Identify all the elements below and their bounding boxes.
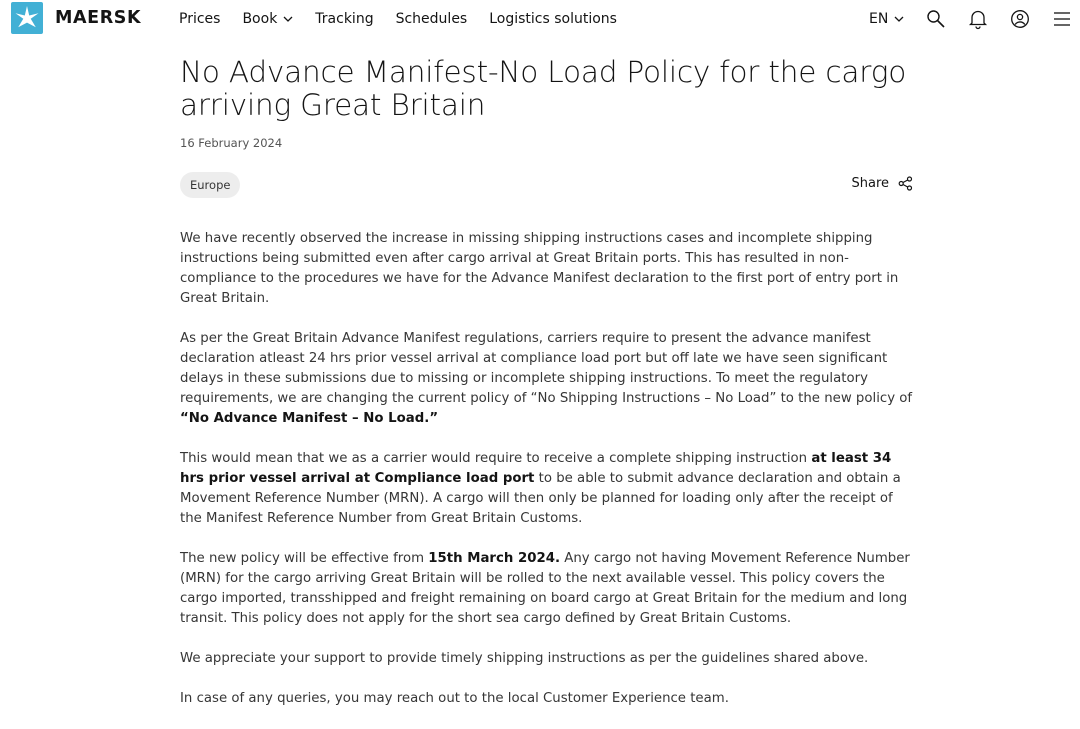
- nav-logistics-solutions[interactable]: [489, 11, 617, 27]
- paragraph-text: As per the Great Britain Advance Manifest regulations, carriers require to present the advance manifest declaration atleast 24 hrs prior vessel arrival at compliance load port but off late we have seen significant delays in these submissions due to missing or incomplete shipping instructions. To meet the regulatory requirements, we are changing the current policy of “No Shipping Instructions – No Load” to the new policy of: [180, 331, 913, 406]
- nav-tracking[interactable]: [315, 11, 373, 27]
- paragraph-bold: “No Advance Manifest – No Load.”: [180, 411, 439, 426]
- article-meta: [180, 172, 915, 198]
- nav-schedules[interactable]: [396, 11, 468, 27]
- publish-date: 16 February 2024: [180, 136, 283, 150]
- paragraph-text: to be able to submit advance declaration and obtain a Movement Reference Number (MRN). A cargo will then only be planned for loading only after the receipt of the Manifest Reference Number from Great Britain Customs.: [180, 471, 901, 526]
- star-icon: [11, 2, 43, 34]
- paragraph-text: The new policy will be effective from: [180, 551, 429, 566]
- paragraph-bold: at least 34 hrs prior vessel arrival at Compliance load port: [180, 451, 892, 486]
- paragraph: We have recently observed the increase in missing shipping instructions cases and incomplete shipping instructions being submitted even after cargo arrival at Great Britain ports. This has resulted in non-compliance to the procedures we have for the Advance Manifest declaration to the first port of entry port in Great Britain.: [180, 231, 899, 306]
- search-icon[interactable]: [925, 8, 947, 30]
- nav-label: Logistics solutions: [489, 11, 617, 27]
- article-body: [180, 229, 915, 729]
- main-nav: [179, 11, 639, 27]
- nav-label: Book: [242, 11, 278, 27]
- menu-icon[interactable]: [1051, 8, 1073, 30]
- chevron-down-icon: [283, 11, 293, 27]
- header-tools: [840, 8, 1080, 32]
- nav-label: Schedules: [395, 11, 468, 27]
- bell-icon[interactable]: [967, 8, 989, 30]
- brand-name: MAERSK: [55, 8, 142, 28]
- user-icon[interactable]: [1009, 8, 1031, 30]
- nav-label: Prices: [179, 11, 221, 27]
- maersk-logo[interactable]: [11, 2, 141, 34]
- paragraph-bold: 15th March 2024.: [428, 551, 561, 566]
- share-button[interactable]: [851, 176, 913, 191]
- paragraph: We appreciate your support to provide timely shipping instructions as per the guidelines shared above.: [180, 651, 869, 666]
- article-header: [180, 56, 915, 198]
- site-header: [0, 0, 1080, 40]
- paragraph-text: Any cargo not having Movement Reference Number (MRN) for the cargo arriving Great Britain will be rolled to the next available vessel. This policy covers the cargo imported, transshipped and freight remaining on board cargo at Great Britain for the medium and long transit. This policy does not apply for the short sea cargo defined by Great Britain Customs.: [180, 551, 910, 626]
- paragraph-text: This would mean that we as a carrier would require to receive a complete shipping instruction: [180, 451, 812, 466]
- nav-book[interactable]: [242, 11, 293, 27]
- paragraph: [180, 329, 915, 429]
- nav-label: Tracking: [315, 11, 374, 27]
- paragraph: In case of any queries, you may reach out to the local Customer Experience team.: [180, 691, 729, 706]
- paragraph: [180, 449, 915, 529]
- nav-prices[interactable]: [179, 11, 220, 27]
- share-icon: [898, 176, 913, 191]
- region-tag[interactable]: Europe: [180, 172, 240, 198]
- language-selector[interactable]: [869, 11, 904, 27]
- page-title: No Advance Manifest-No Load Policy for the cargo arriving Great Britain: [180, 55, 907, 122]
- share-label: Share: [851, 176, 889, 191]
- language-label: EN: [869, 11, 889, 27]
- paragraph: [180, 549, 915, 629]
- chevron-down-icon: [894, 11, 904, 27]
